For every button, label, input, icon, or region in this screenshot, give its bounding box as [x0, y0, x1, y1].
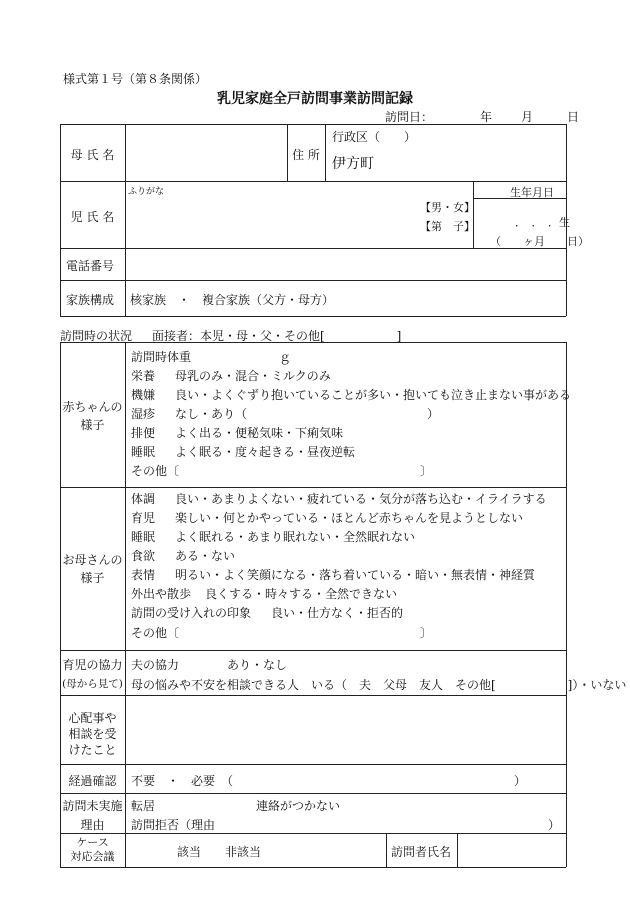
form-number: 様式第１号（第８条関係）: [63, 72, 208, 86]
reason-unreachable-option[interactable]: 連絡がつかない: [256, 799, 341, 813]
age-field[interactable]: （ ヶ月 日）: [490, 235, 589, 248]
husband-cooperation-option[interactable]: 夫の協力 あり・なし: [131, 658, 288, 672]
child-name-field[interactable]: [127, 196, 417, 246]
consultation-person-option[interactable]: 母の悩みや不安を相談できる人 いる（ 夫 父母 友人 その他[ ]）・いない: [131, 678, 627, 692]
baby-other-label[interactable]: その他〔: [131, 464, 180, 478]
visit-status-label: 訪問時の状況: [60, 329, 133, 343]
baby-other-close: 〕: [420, 464, 433, 478]
mother-name-label: 母 氏 名: [70, 148, 115, 162]
visit-date-day: 日: [567, 110, 580, 124]
baby-mood[interactable]: 機嫌 良い・よくぐずり抱いていることが多い・抱いても泣き止まない事がある: [131, 388, 572, 402]
followup-label: 経過確認: [68, 774, 117, 788]
visitor-name-field[interactable]: [459, 835, 564, 865]
family-label: 家族構成: [66, 293, 115, 307]
town-name: 伊方町: [332, 156, 374, 172]
child-order-field[interactable]: 【第 子】: [420, 220, 475, 233]
page-title: 乳児家庭全戸訪問事業訪問記録: [217, 91, 413, 107]
interviewee-option[interactable]: 面接者：本児・母・父・その他[ ]: [152, 329, 402, 343]
mother-other-close: 〕: [420, 626, 433, 640]
child-name-label: 児 氏 名: [70, 210, 115, 224]
visit-date-label: 訪問日：: [385, 110, 434, 124]
mother-other-label[interactable]: その他〔: [131, 626, 180, 640]
baby-nutrition[interactable]: 栄養 母乳のみ・混合・ミルクのみ: [131, 369, 331, 383]
mother-childcare[interactable]: 育児 楽しい・何とかやっている・ほとんど赤ちゃんを見ようとしない: [131, 511, 524, 525]
visit-date-year: 年: [480, 110, 493, 124]
family-structure-option[interactable]: 核家族 ・ 複合家族（父方・母方）: [130, 293, 335, 307]
visit-date-month: 月: [521, 110, 534, 124]
case-meeting-option[interactable]: 該当 非該当: [177, 845, 262, 859]
mother-outings[interactable]: 外出や散歩 良くする・時々する・全然できない: [131, 587, 398, 601]
mother-health[interactable]: 体調 良い・あまりよくない・疲れている・気分が落ち込む・イライラする: [131, 492, 547, 506]
furigana-label: ふりがな: [128, 187, 165, 197]
not-done-sublabel: 理由: [80, 818, 105, 832]
mother-name-field[interactable]: [127, 126, 285, 179]
followup-close: ）: [514, 774, 527, 788]
reason-refused-option[interactable]: 訪問拒否（理由: [131, 818, 216, 832]
mother-section-label: お母さんの 様子: [62, 553, 123, 585]
phone-label: 電話番号: [66, 259, 115, 273]
support-label: 育児の協力: [62, 658, 123, 672]
phone-field[interactable]: [127, 250, 563, 278]
concerns-field[interactable]: [127, 697, 563, 762]
address-label: 住 所: [292, 148, 320, 162]
mother-appetite[interactable]: 食欲 ある・ない: [131, 549, 236, 563]
reason-refused-close: ）: [548, 818, 561, 832]
concerns-label: 心配事や 相談を受 けたこと: [68, 711, 117, 757]
child-sex-option[interactable]: 【男・女】: [420, 201, 475, 214]
dob-label: 生年月日: [510, 186, 554, 199]
support-sublabel: (母から見て): [62, 678, 123, 690]
baby-eczema[interactable]: 湿疹 なし・あり（ ）: [131, 407, 440, 421]
baby-sleep[interactable]: 睡眠 よく眠る・度々起きる・昼夜逆転: [131, 445, 356, 459]
mother-expression[interactable]: 表情 明るい・よく笑顔になる・落ち着いている・暗い・無表情・神経質: [131, 568, 536, 582]
not-done-label: 訪問未実施: [62, 799, 123, 813]
visitor-name-label: 訪問者氏名: [391, 845, 452, 859]
baby-weight[interactable]: 訪問時体重 ｇ: [131, 350, 292, 364]
baby-section-label: 赤ちゃんの 様子: [62, 400, 123, 432]
case-meeting-label: ケース 対応会議: [70, 836, 115, 863]
followup-option[interactable]: 不要 ・ 必要 （: [131, 774, 234, 788]
reason-moved-option[interactable]: 転居: [131, 799, 156, 813]
mother-impression[interactable]: 訪問の受け入れの印象 良い・仕方なく・拒否的: [131, 606, 404, 620]
mother-sleep[interactable]: 睡眠 よく眠れる・あまり眠れない・全然眠れない: [131, 530, 416, 544]
dob-field[interactable]: ． ． ．生: [515, 216, 570, 229]
baby-bowel[interactable]: 排便 よく出る・便秘気味・下痢気味: [131, 426, 344, 440]
ward-field[interactable]: 行政区（ ）: [332, 130, 417, 144]
